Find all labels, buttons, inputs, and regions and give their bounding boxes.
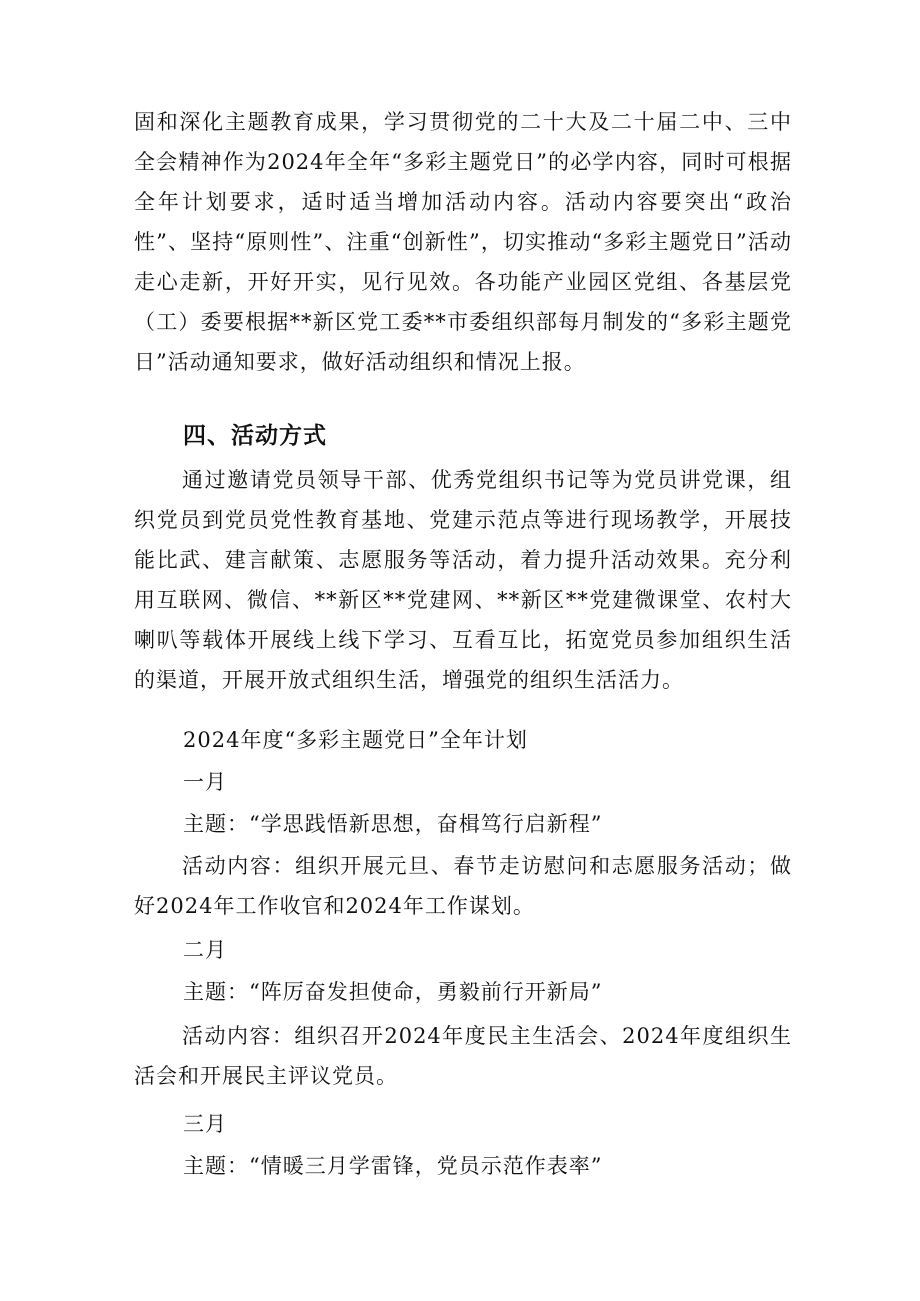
month-label-february: 二月 (183, 938, 227, 962)
month-theme-march: 主题：“情暖三月学雷锋，党员示范作表率” (183, 1154, 603, 1178)
section-paragraph: 通过邀请党员领导干部、优秀党组织书记等为党员讲党课，组织党员到党员党性教育基地、党建示范点等进行现场教学，开展技能比武、建言献策、志愿服务等活动，着力提升活动效果。充分利用互联网、微信、**新区**党建网、**新区**党建微课堂、农村大喇叭等载体开展线上线下学习、互看互比，拓宽党员参加组织生活的渠道，开展开放式组织生活，增强党的组织生活活力。 (134, 468, 792, 692)
month-content-january: 活动内容：组织开展元旦、春节走访慰问和志愿服务活动；做好2024年工作收官和2024年工作谋划。 (134, 854, 792, 918)
month-theme-february: 主题：“阵厉奋发担使命，勇毅前行开新局” (183, 980, 603, 1004)
section-heading: 四、活动方式 (183, 423, 327, 449)
month-label-january: 一月 (183, 770, 227, 794)
intro-paragraph: 固和深化主题教育成果，学习贯彻党的二十大及二十届二中、三中全会精神作为2024年全年“多彩主题党日”的必学内容，同时可根据全年计划要求，适时适当增加活动内容。活动内容要突出“政治性”、坚持“原则性”、注重“创新性”，切实推动“多彩主题党日”活动走心走新，开好开实，见行见效。各功能产业园区党组、各基层党（工）委要根据**新区党工委**市委组织部每月制发的“多彩主题党日”活动通知要求，做好活动组织和情况上报。 (134, 110, 792, 374)
month-label-march: 三月 (183, 1112, 227, 1136)
month-theme-january: 主题：“学思践悟新思想，奋楫笃行启新程” (183, 812, 603, 836)
plan-title: 2024年度“多彩主题党日”全年计划 (183, 728, 528, 752)
month-content-february: 活动内容：组织召开2024年度民主生活会、2024年度组织生活会和开展民主评议党员。 (134, 1024, 792, 1088)
